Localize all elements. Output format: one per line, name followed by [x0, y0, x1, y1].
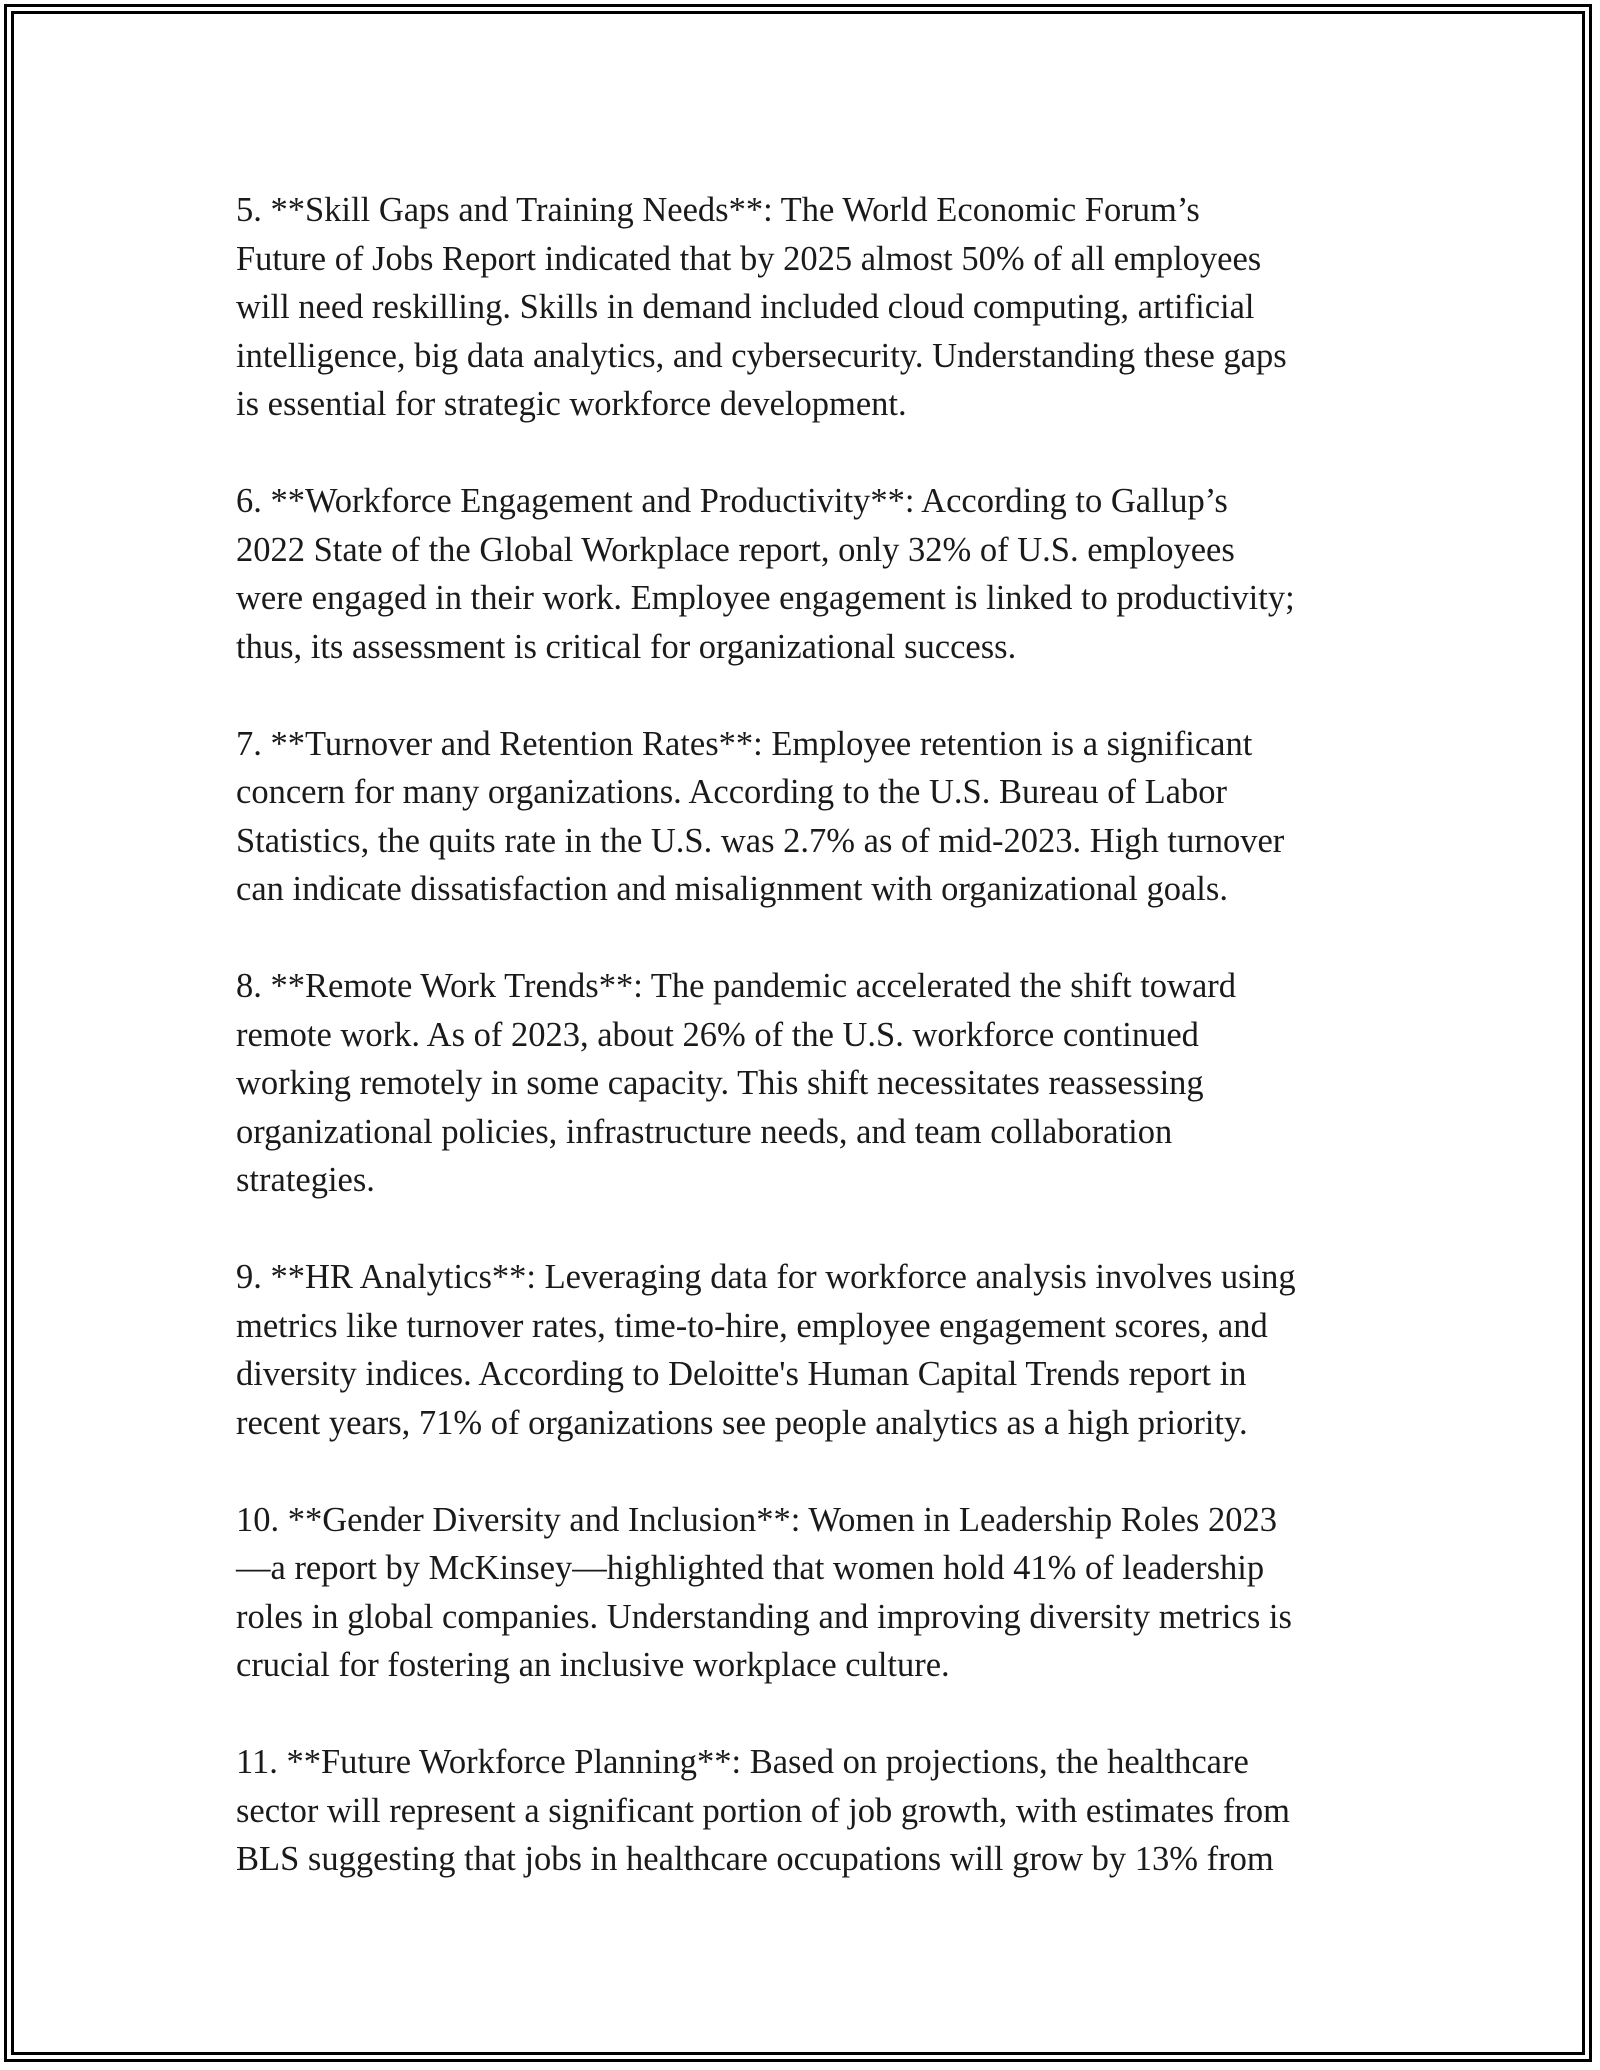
text-line: Future of Jobs Report indicated that by 2025 almost 50% of all employees: [236, 239, 1262, 278]
text-line: intelligence, big data analytics, and cybersecurity. Understanding these gaps: [236, 336, 1287, 375]
text-line: Statistics, the quits rate in the U.S. was 2.7% as of mid-2023. High turnover: [236, 821, 1285, 860]
text-line: 5. **Skill Gaps and Training Needs**: The World Economic Forum’s: [236, 191, 1200, 229]
text-line: 6. **Workforce Engagement and Productivity**: According to Gallup’s: [236, 482, 1228, 520]
paragraph-engagement: [236, 477, 1386, 671]
text-line: is essential for strategic workforce development.: [236, 385, 907, 423]
text-line: 9. **HR Analytics**: Leveraging data for workforce analysis involves using: [236, 1258, 1296, 1296]
text-line: 10. **Gender Diversity and Inclusion**: Women in Leadership Roles 2023: [236, 1500, 1277, 1539]
paragraph-gender-diversity: [236, 1496, 1386, 1690]
paragraph-hr-analytics: [236, 1253, 1386, 1447]
text-line: strategies.: [236, 1161, 375, 1199]
text-line: can indicate dissatisfaction and misalignment with organizational goals.: [236, 870, 1228, 908]
paragraph-skill-gaps: [236, 186, 1386, 429]
text-line: crucial for fostering an inclusive workplace culture.: [236, 1646, 950, 1684]
text-line: thus, its assessment is critical for organizational success.: [236, 627, 1017, 666]
paragraph-remote-work: [236, 962, 1386, 1205]
text-line: concern for many organizations. According to the U.S. Bureau of Labor: [236, 773, 1227, 811]
text-line: BLS suggesting that jobs in healthcare occupations will grow by 13% from: [236, 1840, 1274, 1878]
text-line: organizational policies, infrastructure needs, and team collaboration: [236, 1112, 1173, 1151]
text-line: working remotely in some capacity. This shift necessitates reassessing: [236, 1064, 1204, 1102]
text-line: metrics like turnover rates, time-to-hire, employee engagement scores, and: [236, 1306, 1268, 1345]
paragraph-future-planning: [236, 1738, 1386, 1884]
text-line: 8. **Remote Work Trends**: The pandemic accelerated the shift toward: [236, 967, 1237, 1005]
text-line: diversity indices. According to Deloitte's Human Capital Trends report in: [236, 1355, 1247, 1393]
text-line: —a report by McKinsey—highlighted that women hold 41% of leadership: [236, 1549, 1265, 1587]
text-line: 7. **Turnover and Retention Rates**: Employee retention is a significant: [236, 724, 1253, 763]
text-line: 2022 State of the Global Workplace report, only 32% of U.S. employees: [236, 530, 1235, 569]
text-line: will need reskilling. Skills in demand included cloud computing, artificial: [236, 288, 1255, 326]
text-line: recent years, 71% of organizations see people analytics as a high priority.: [236, 1403, 1248, 1442]
text-line: roles in global companies. Understanding and improving diversity metrics is: [236, 1597, 1292, 1636]
text-line: were engaged in their work. Employee engagement is linked to productivity;: [236, 579, 1295, 617]
text-line: sector will represent a significant portion of job growth, with estimates from: [236, 1791, 1290, 1830]
text-line: 11. **Future Workforce Planning**: Based on projections, the healthcare: [236, 1743, 1249, 1781]
text-line: remote work. As of 2023, about 26% of the U.S. workforce continued: [236, 1015, 1199, 1054]
document-body: [236, 186, 1386, 1932]
paragraph-turnover: [236, 720, 1386, 914]
